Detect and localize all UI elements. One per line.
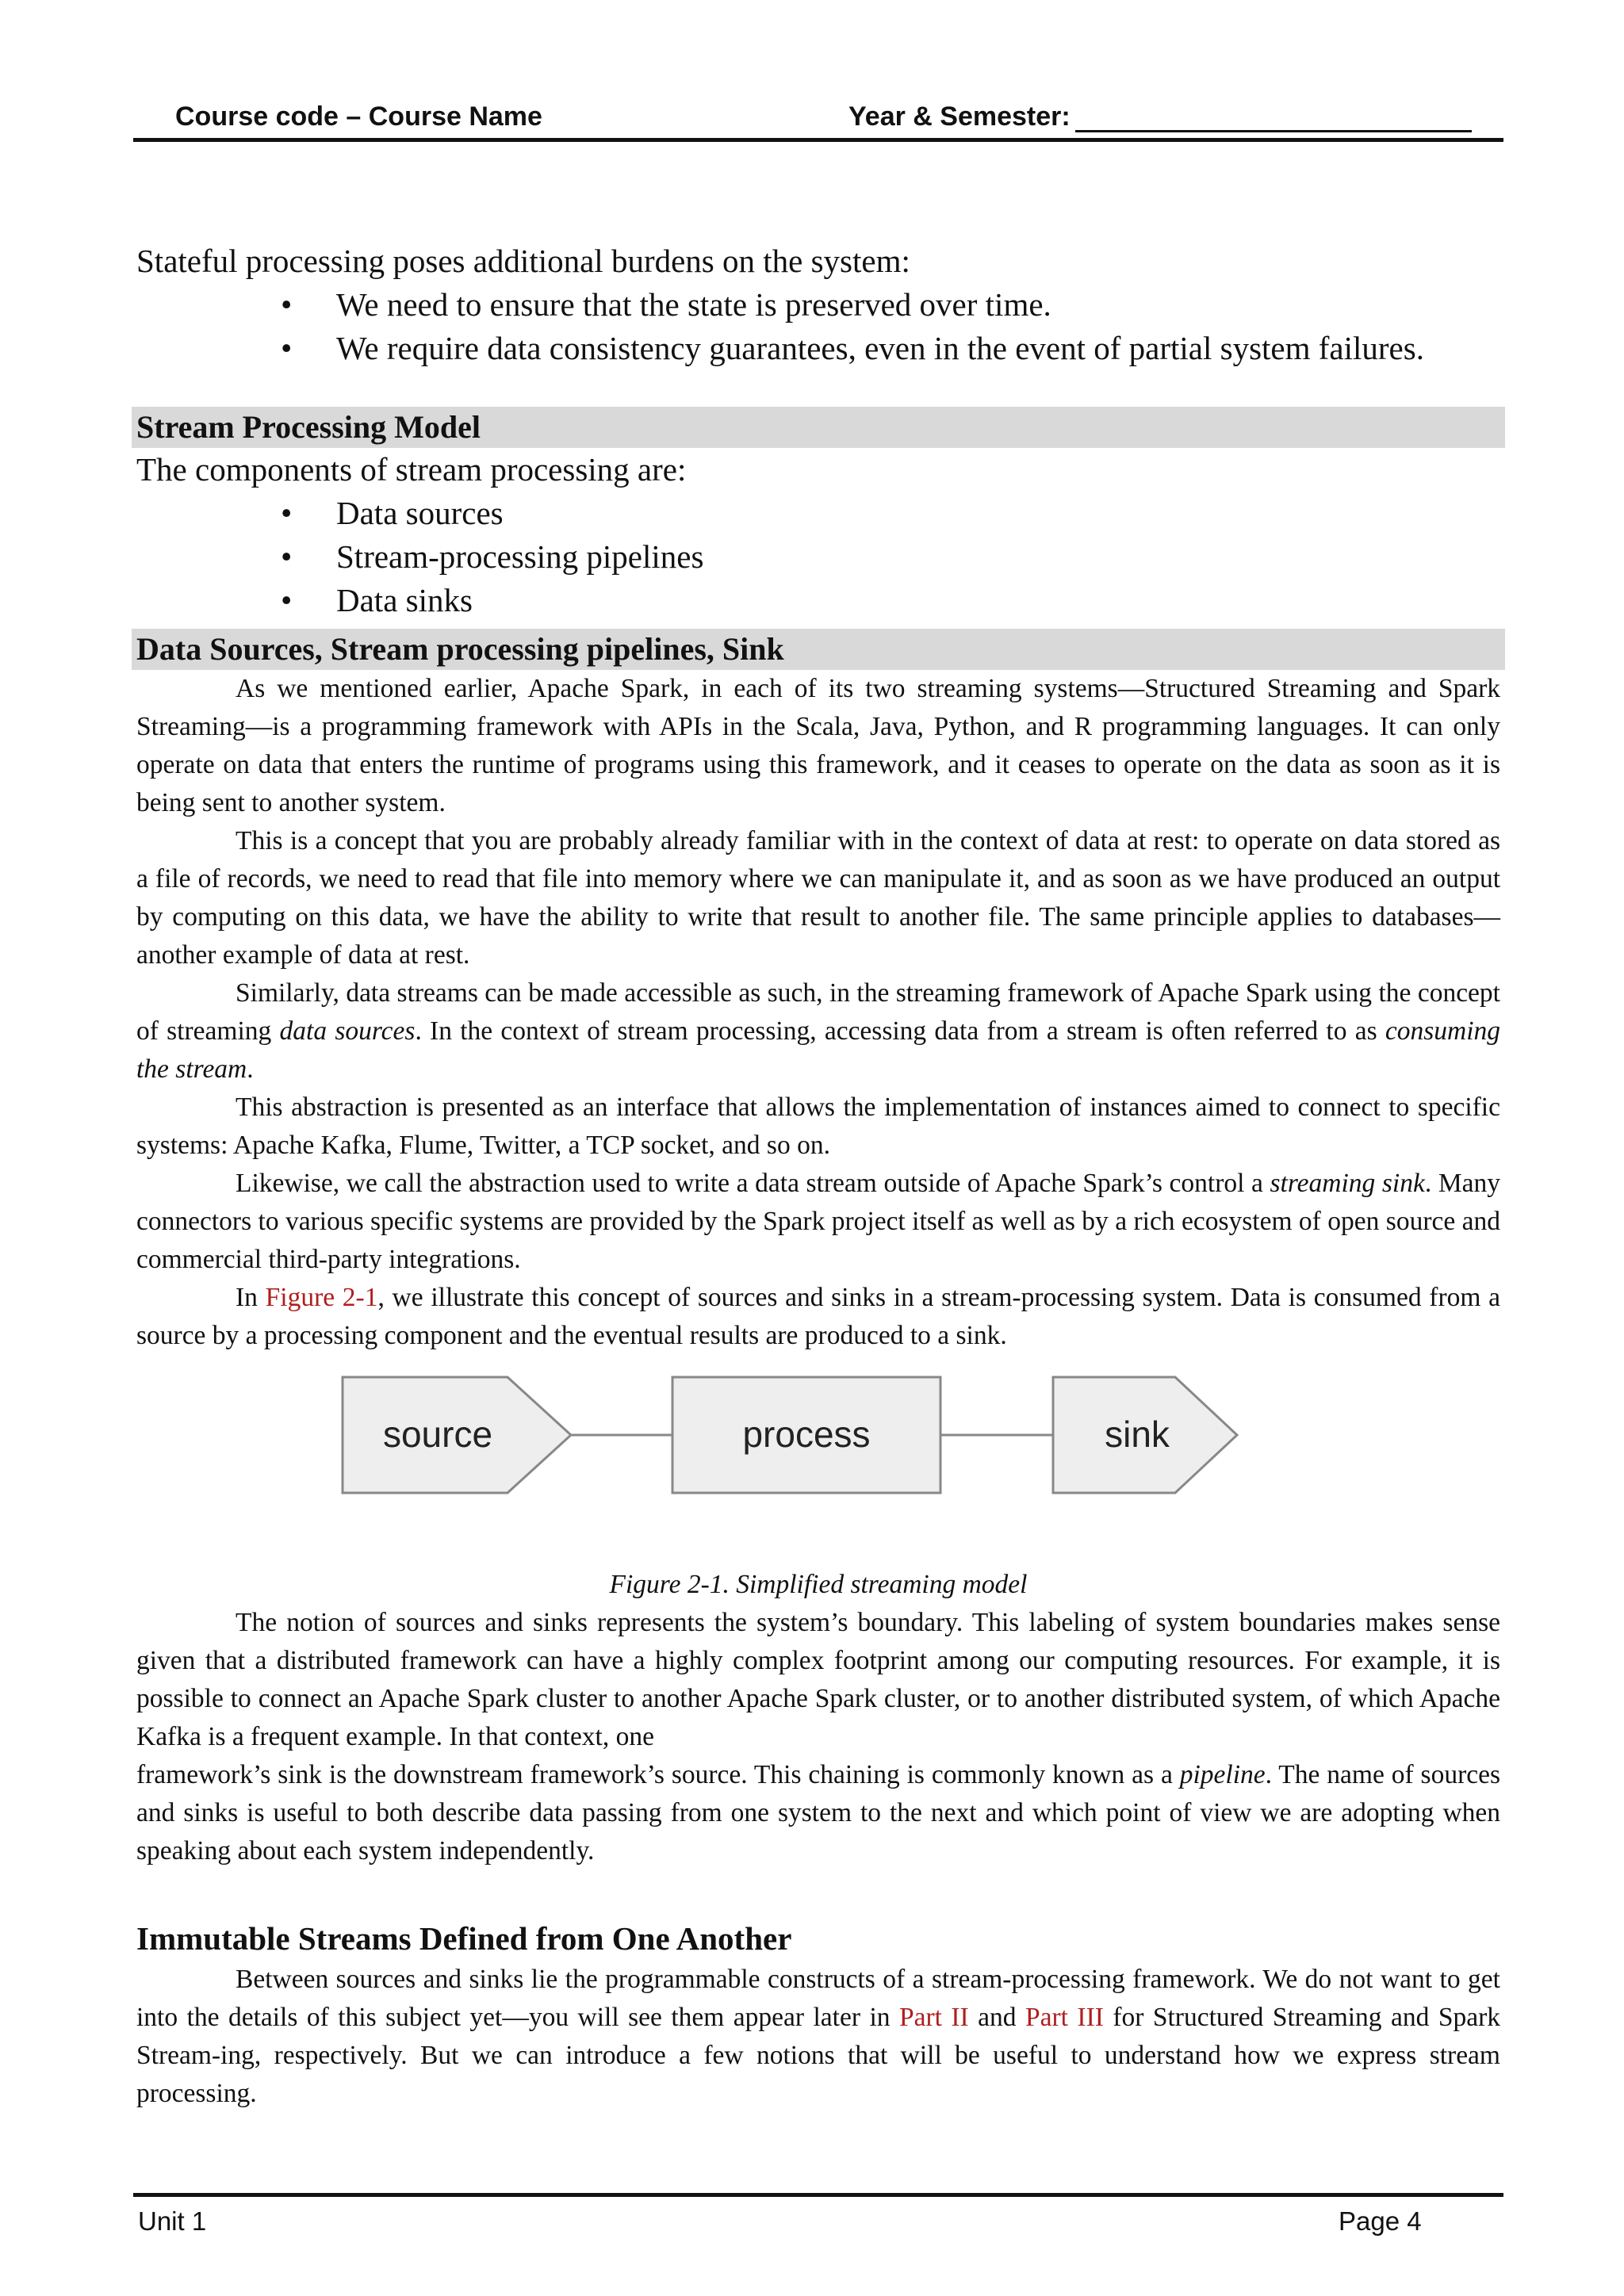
list-item: • Data sources — [281, 492, 1500, 535]
section-heading: Data Sources, Stream processing pipelines, Sink — [132, 629, 1505, 670]
emphasis: data sources — [279, 1016, 416, 1046]
unit-label: Unit 1 — [138, 2206, 207, 2236]
source-label: source — [382, 1414, 493, 1455]
page-content — [136, 239, 1500, 2113]
section-heading: Stream Processing Model — [132, 407, 1505, 448]
paragraph: Between sources and sinks lie the programmable constructs of a stream-processing framework. We do not want to get into the details of this subject yet—you will see them appear later in Part II and Part III for Structured Streaming and Spark Stream-ing, respectively. But we can introduce a few notions that will be useful to understand how we express stream processing. — [136, 1965, 1500, 2108]
paragraph: In Figure 2-1, we illustrate this concept of sources and sinks in a stream-processing system. Data is consumed from a source by a processing component and the eventual results are produced to a sink. — [136, 1283, 1500, 1350]
list-item: • We require data consistency guarantees, even in the event of partial system failures. — [281, 327, 1500, 370]
section1-lead: The components of stream processing are: — [136, 451, 687, 488]
list-item: • Data sinks — [281, 579, 1500, 622]
intro-bullets — [136, 283, 1500, 370]
components-list — [136, 492, 1500, 622]
figure-link[interactable]: Figure 2-1 — [265, 1283, 378, 1312]
paragraph: Likewise, we call the abstraction used to write a data stream outside of Apache Spark’s control a streaming sink. Many connectors to various specific systems are provided by the Spark project itself as well as by a rich ecosystem of open source and commercial third-party integrations. — [136, 1169, 1501, 1274]
emphasis: pipeline — [1179, 1760, 1266, 1789]
year-semester-blank — [1075, 106, 1472, 132]
process-label: process — [742, 1414, 871, 1455]
paragraph: The notion of sources and sinks represents the system’s boundary. This labeling of system boundaries makes sense given that a distributed framework can have a highly complex footprint among our computing resources. For example, it is possible to connect an Apache Spark cluster to another Apache Spark cluster, or to another distributed system, of which Apache Kafka is a frequent example. In that context, one — [136, 1608, 1500, 1751]
paragraph: This abstraction is presented as an interface that allows the implementation of instances aimed to connect to specific systems: Apache Kafka, Flume, Twitter, a TCP socket, and so on. — [136, 1093, 1500, 1160]
streaming-model-figure — [136, 1376, 1500, 1550]
page-header — [133, 98, 1503, 142]
paragraph: As we mentioned earlier, Apache Spark, in each of its two streaming systems—Structured Streaming and Spark Streaming—is a programming framework with APIs in the Scala, Java, Python, and R programming languages. It can only operate on data that enters the runtime of programs using this framework, and it ceases to operate on the data as soon as it is being sent to another system. — [136, 674, 1500, 817]
part-iii-link[interactable]: Part III — [1025, 2003, 1104, 2032]
subsection-heading: Immutable Streams Defined from One Another — [136, 1920, 792, 1957]
sink-label: sink — [1105, 1414, 1170, 1455]
paragraph: Similarly, data streams can be made accessible as such, in the streaming framework of Apache Spark using the concept of streaming data sources. In the context of stream processing, accessing data from a stream is often referred to as consuming the stream. — [136, 978, 1501, 1084]
page-footer — [133, 2193, 1503, 2236]
list-item: • We need to ensure that the state is preserved over time. — [281, 283, 1500, 327]
paragraph: framework’s sink is the downstream framework’s source. This chaining is commonly known as a pipeline. The name of sources and sinks is useful to both describe data passing from one system to the next and which point of view we are adopting when speaking about each system independently. — [136, 1760, 1500, 1866]
intro-lead: Stateful processing poses additional burdens on the system: — [136, 243, 910, 279]
emphasis: consuming the stream — [136, 1016, 1501, 1084]
figure-caption: Figure 2-1. Simplified streaming model — [609, 1570, 1028, 1599]
paragraph: This is a concept that you are probably already familiar with in the context of data at rest: to operate on data stored as a file of records, we need to read that file into memory where we can manipulate it, and as soon as we have produced an output by computing on this data, we have the ability to write that result to another file. The same principle applies to databases—another example of data at rest. — [136, 826, 1500, 970]
page-number: Page 4 — [1339, 2206, 1422, 2236]
part-ii-link[interactable]: Part II — [898, 2003, 969, 2032]
year-semester-label: Year & Semester: — [848, 101, 1071, 132]
streaming-model-diagram — [341, 1376, 1277, 1534]
emphasis: streaming sink — [1270, 1169, 1425, 1198]
year-semester — [848, 101, 1472, 132]
list-item: • Stream-processing pipelines — [281, 535, 1500, 579]
course-name: Course code – Course Name — [175, 101, 542, 132]
